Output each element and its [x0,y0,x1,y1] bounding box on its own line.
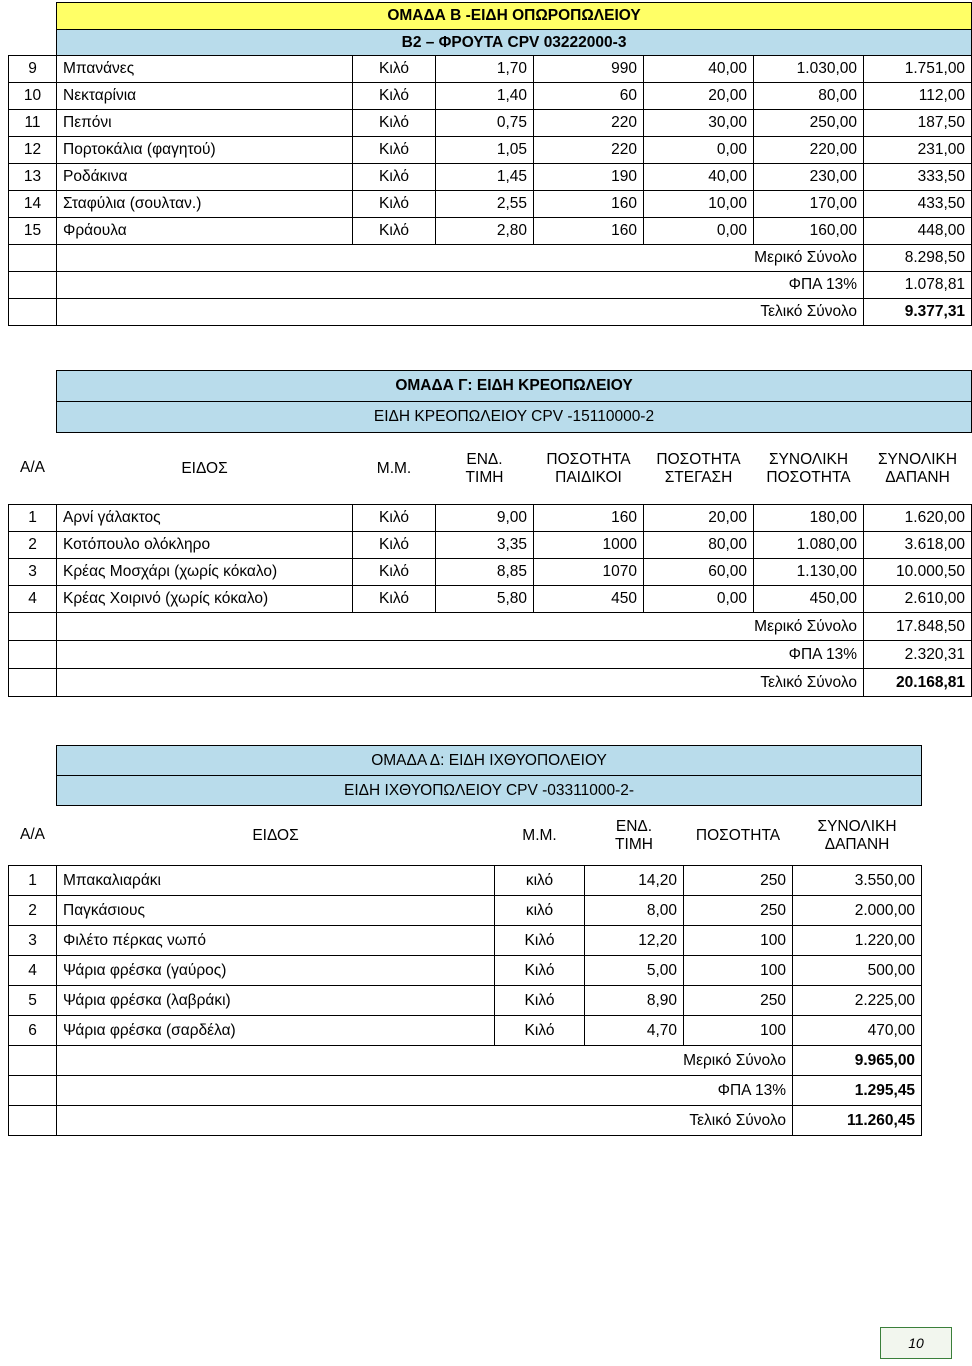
cell-item: Πεπόνι [57,110,353,137]
cell-unit: Κιλό [353,191,436,218]
fish-title-row [9,746,922,776]
table-row [9,986,922,1016]
blank-cell [9,669,57,697]
header-item: ΕΙΔΟΣ [181,459,228,477]
cell-aa: 4 [9,586,57,613]
cell-price: 1,45 [436,164,534,191]
cell-aa: 2 [9,532,57,559]
cell-q_kids: 160 [534,505,644,532]
header-unit: Μ.Μ. [376,459,412,477]
cell-q_total: 1.030,00 [754,56,864,83]
header-price: ΕΝΔ. ΤΙΜΗ [615,817,653,853]
fish-subtitle: ΕΙΔΗ ΙΧΘΥΟΠΩΛΕΙΟΥ CPV -03311000-2- [57,776,922,806]
totals-row [9,669,972,697]
cell-q_shelter: 10,00 [644,191,754,218]
cell-unit: Κιλό [495,986,585,1016]
cell-qty: 250 [684,866,793,896]
meat-subtitle: ΕΙΔΗ ΚΡΕΟΠΩΛΕΙΟΥ CPV -15110000-2 [57,402,972,433]
table-row [9,83,972,110]
cell-cost: 1.220,00 [793,926,922,956]
totals-row [9,613,972,641]
cell-price: 0,75 [436,110,534,137]
totals-row [9,1106,922,1136]
meat-header-row [9,433,972,505]
cell-price: 5,00 [585,956,684,986]
total-label: Μερικό Σύνολο [57,1046,793,1076]
cell-aa: 4 [9,956,57,986]
cell-q_kids: 60 [534,83,644,110]
cell-item: Αρνί γάλακτος [57,505,353,532]
header-price: ΕΝΔ. ΤΙΜΗ [465,450,504,486]
cell-cost: 231,00 [864,137,972,164]
fruits-title-row [9,3,972,30]
total-label: ΦΠΑ 13% [57,641,864,669]
table-row [9,164,972,191]
total-value: 9.377,31 [864,299,972,326]
cell-price: 9,00 [436,505,534,532]
cell-qty: 250 [684,986,793,1016]
cell-unit: Κιλό [353,83,436,110]
table-row [9,56,972,83]
cell-aa: 14 [9,191,57,218]
cell-unit: Κιλό [495,926,585,956]
cell-price: 5,80 [436,586,534,613]
cell-unit: κιλό [495,866,585,896]
cell-q_shelter: 0,00 [644,586,754,613]
header-qty-total: ΣΥΝΟΛΙΚΗ ΠΟΣΟΤΗΤΑ [766,450,851,486]
cell-price: 2,80 [436,218,534,245]
table-row [9,1016,922,1046]
cell-aa: 12 [9,137,57,164]
cell-q_shelter: 60,00 [644,559,754,586]
cell-price: 2,55 [436,191,534,218]
cell-price: 4,70 [585,1016,684,1046]
cell-cost: 433,50 [864,191,972,218]
cell-item: Μπανάνες [57,56,353,83]
cell-q_kids: 160 [534,191,644,218]
page-number: 10 [880,1327,952,1359]
total-label: ΦΠΑ 13% [57,272,864,299]
header-qty: ΠΟΣΟΤΗΤΑ [695,826,781,844]
cell-cost: 3.618,00 [864,532,972,559]
cell-q_shelter: 40,00 [644,56,754,83]
fruits-title: ΟΜΑΔΑ Β -ΕΙΔΗ ΟΠΩΡΟΠΩΛΕΙΟΥ [57,3,972,30]
blank-cell [9,1046,57,1076]
table-row [9,137,972,164]
cell-q_total: 160,00 [754,218,864,245]
cell-q_kids: 220 [534,110,644,137]
cell-q_kids: 990 [534,56,644,83]
cell-price: 14,20 [585,866,684,896]
cell-item: Φιλέτο πέρκας νωπό [57,926,495,956]
cell-cost: 500,00 [793,956,922,986]
table-row [9,956,922,986]
section-meat [8,370,966,697]
cell-aa: 9 [9,56,57,83]
cell-price: 8,00 [585,896,684,926]
cell-q_total: 230,00 [754,164,864,191]
cell-q_kids: 1000 [534,532,644,559]
cell-unit: κιλό [495,896,585,926]
table-row [9,191,972,218]
cell-q_kids: 1070 [534,559,644,586]
fish-table [8,745,922,1136]
cell-q_shelter: 20,00 [644,505,754,532]
cell-aa: 10 [9,83,57,110]
cell-qty: 250 [684,896,793,926]
total-value: 1.078,81 [864,272,972,299]
cell-cost: 2.610,00 [864,586,972,613]
total-label: ΦΠΑ 13% [57,1076,793,1106]
cell-unit: Κιλό [353,164,436,191]
cell-q_total: 220,00 [754,137,864,164]
meat-title: ΟΜΑΔΑ Γ: ΕΙΔΗ ΚΡΕΟΠΩΛΕΙΟΥ [57,371,972,402]
cell-q_total: 250,00 [754,110,864,137]
cell-q_total: 450,00 [754,586,864,613]
table-row [9,532,972,559]
cell-q_shelter: 30,00 [644,110,754,137]
total-value: 17.848,50 [864,613,972,641]
totals-row [9,245,972,272]
table-row [9,110,972,137]
header-cost: ΣΥΝΟΛΙΚΗ ΔΑΠΑΝΗ [877,450,958,486]
total-value: 9.965,00 [793,1046,922,1076]
cell-cost: 2.225,00 [793,986,922,1016]
total-label: Τελικό Σύνολο [57,669,864,697]
cell-unit: Κιλό [353,586,436,613]
cell-item: Ψάρια φρέσκα (σαρδέλα) [57,1016,495,1046]
cell-unit: Κιλό [353,218,436,245]
table-row [9,586,972,613]
cell-item: Κοτόπουλο ολόκληρο [57,532,353,559]
total-value: 1.295,45 [793,1076,922,1106]
cell-cost: 333,50 [864,164,972,191]
totals-row [9,299,972,326]
header-aa: Α/Α [20,826,45,844]
total-label: Μερικό Σύνολο [57,245,864,272]
cell-q_kids: 160 [534,218,644,245]
fruits-subtitle-row [9,30,972,56]
cell-aa: 15 [9,218,57,245]
cell-cost: 112,00 [864,83,972,110]
cell-q_total: 1.080,00 [754,532,864,559]
cell-price: 3,35 [436,532,534,559]
header-qty-shelter: ΠΟΣΟΤΗΤΑ ΣΤΕΓΑΣΗ [656,450,741,486]
cell-unit: Κιλό [353,56,436,83]
cell-aa: 3 [9,926,57,956]
table-row [9,559,972,586]
cell-item: Κρέας Μοσχάρι (χωρίς κόκαλο) [57,559,353,586]
cell-aa: 13 [9,164,57,191]
header-aa: Α/Α [20,459,45,477]
cell-unit: Κιλό [353,559,436,586]
cell-item: Πορτοκάλια (φαγητού) [57,137,353,164]
cell-unit: Κιλό [353,110,436,137]
cell-aa: 1 [9,866,57,896]
table-row [9,926,922,956]
cell-aa: 6 [9,1016,57,1046]
cell-price: 1,70 [436,56,534,83]
cell-qty: 100 [684,926,793,956]
cell-q_kids: 450 [534,586,644,613]
cell-qty: 100 [684,1016,793,1046]
table-row [9,505,972,532]
cell-price: 1,05 [436,137,534,164]
cell-cost: 470,00 [793,1016,922,1046]
fruits-table [8,2,972,326]
cell-qty: 100 [684,956,793,986]
meat-subtitle-row [9,402,972,433]
cell-unit: Κιλό [495,956,585,986]
cell-q_shelter: 40,00 [644,164,754,191]
header-cost: ΣΥΝΟΛΙΚΗ ΔΑΠΑΝΗ [817,817,897,853]
cell-item: Ροδάκινα [57,164,353,191]
cell-cost: 10.000,50 [864,559,972,586]
cell-q_kids: 190 [534,164,644,191]
cell-price: 8,90 [585,986,684,1016]
cell-cost: 3.550,00 [793,866,922,896]
cell-q_shelter: 0,00 [644,137,754,164]
blank-cell [9,613,57,641]
totals-row [9,272,972,299]
fish-header-row [9,806,922,866]
cell-item: Κρέας Χοιρινό (χωρίς κόκαλο) [57,586,353,613]
cell-item: Φράουλα [57,218,353,245]
cell-aa: 5 [9,986,57,1016]
cell-aa: 1 [9,505,57,532]
meat-title-row [9,371,972,402]
fruits-subtitle: Β2 – ΦΡΟΥΤΑ CPV 03222000-3 [57,30,972,56]
cell-cost: 1.751,00 [864,56,972,83]
total-label: Τελικό Σύνολο [57,299,864,326]
cell-item: Ψάρια φρέσκα (λαβράκι) [57,986,495,1016]
cell-item: Μπακαλιαράκι [57,866,495,896]
cell-unit: Κιλό [495,1016,585,1046]
cell-item: Παγκάσιους [57,896,495,926]
cell-item: Σταφύλια (σουλταν.) [57,191,353,218]
table-row [9,896,922,926]
cell-q_shelter: 80,00 [644,532,754,559]
total-value: 8.298,50 [864,245,972,272]
cell-q_total: 170,00 [754,191,864,218]
fish-title: ΟΜΑΔΑ Δ: ΕΙΔΗ ΙΧΘΥΟΠΟΛΕΙΟΥ [57,746,922,776]
blank-cell [9,272,57,299]
cell-cost: 1.620,00 [864,505,972,532]
totals-row [9,641,972,669]
table-row [9,866,922,896]
cell-q_kids: 220 [534,137,644,164]
blank-cell [9,299,57,326]
cell-unit: Κιλό [353,532,436,559]
cell-aa: 2 [9,896,57,926]
cell-q_total: 180,00 [754,505,864,532]
totals-row [9,1046,922,1076]
total-label: Τελικό Σύνολο [57,1106,793,1136]
blank-cell [9,1076,57,1106]
cell-aa: 3 [9,559,57,586]
table-row [9,218,972,245]
cell-cost: 448,00 [864,218,972,245]
totals-row [9,1076,922,1106]
cell-q_shelter: 0,00 [644,218,754,245]
cell-price: 12,20 [585,926,684,956]
cell-q_shelter: 20,00 [644,83,754,110]
fish-subtitle-row [9,776,922,806]
cell-item: Ψάρια φρέσκα (γαύρος) [57,956,495,986]
cell-cost: 187,50 [864,110,972,137]
total-value: 11.260,45 [793,1106,922,1136]
header-item: ΕΙΔΟΣ [252,826,299,844]
blank-cell [9,1106,57,1136]
cell-unit: Κιλό [353,505,436,532]
header-qty-kids: ΠΟΣΟΤΗΤΑ ΠΑΙΔΙΚΟΙ [546,450,631,486]
section-fruits [8,2,966,326]
cell-item: Νεκταρίνια [57,83,353,110]
cell-price: 8,85 [436,559,534,586]
total-value: 20.168,81 [864,669,972,697]
cell-q_total: 1.130,00 [754,559,864,586]
cell-price: 1,40 [436,83,534,110]
blank-cell [9,245,57,272]
cell-unit: Κιλό [353,137,436,164]
section-fish [8,745,921,1136]
cell-cost: 2.000,00 [793,896,922,926]
cell-aa: 11 [9,110,57,137]
blank-cell [9,641,57,669]
meat-table [8,370,972,697]
total-label: Μερικό Σύνολο [57,613,864,641]
header-unit: Μ.Μ. [522,826,557,844]
cell-q_total: 80,00 [754,83,864,110]
total-value: 2.320,31 [864,641,972,669]
